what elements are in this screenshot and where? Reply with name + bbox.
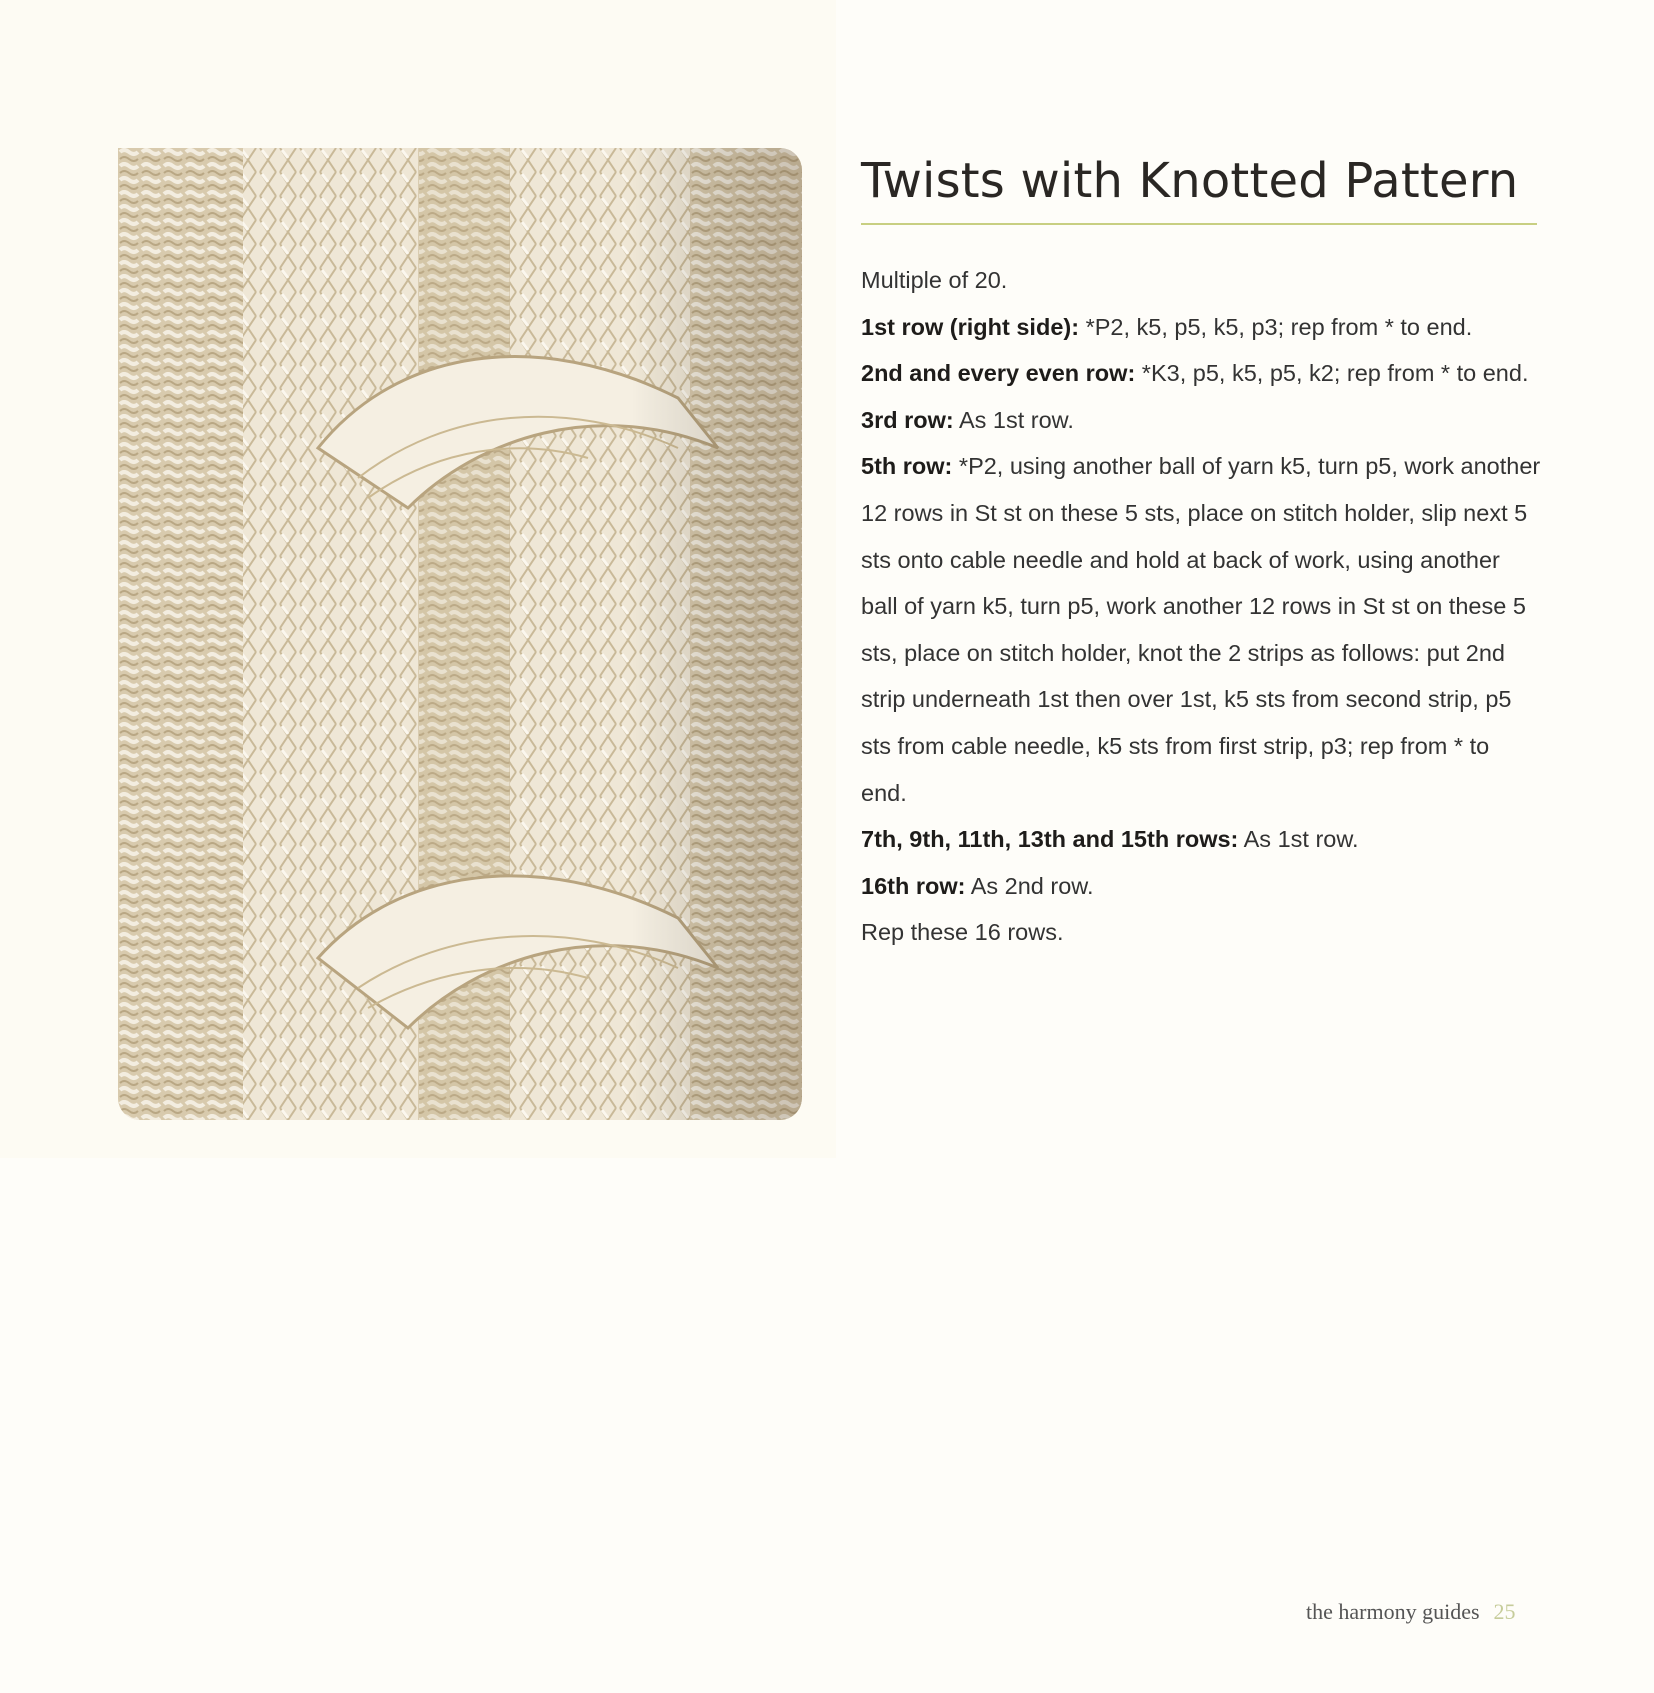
row-label: 7th, 9th, 11th, 13th and 15th rows: [861, 826, 1239, 853]
row-instruction [861, 304, 1541, 351]
row-instruction [861, 443, 1541, 816]
row-instruction [861, 397, 1541, 444]
row-label: 2nd and every even row: [861, 360, 1136, 387]
row-label: 1st row (right side): [861, 313, 1080, 340]
row-text: *P2, k5, p5, k5, p3; rep from * to end. [1079, 313, 1473, 340]
page-number: 25 [1493, 1599, 1516, 1624]
row-instruction [861, 816, 1541, 863]
row-label: 3rd row: [861, 406, 954, 433]
closing-note: Rep these 16 rows. [861, 919, 1064, 946]
footer-book-title: the harmony guides [1306, 1599, 1480, 1624]
knitted-swatch-photo [118, 148, 802, 1120]
row-label: 16th row: [861, 872, 966, 899]
knitted-swatch-illustration [118, 148, 802, 1120]
row-text: *P2, using another ball of yarn k5, turn p5, work another 12 rows in St st on these 5 sts, place on stitch holder, slip next 5 sts onto cable needle and hold at back of work, using another ball of yarn k5, turn p5, work another 12 rows in St st on these 5 sts, place on stitch holder, knot the 2 strips as follows: put 2nd strip underneath 1st then over 1st, k5 sts from second strip, p5 sts from cable needle, k5 sts from first strip, p3; rep from * to end. [861, 453, 1541, 806]
page-title: Twists with Knotted Pattern [861, 153, 1519, 209]
pattern-instructions [861, 145, 1541, 956]
title-underline [861, 223, 1537, 225]
instructions-body [861, 257, 1541, 956]
row-instruction [861, 863, 1541, 910]
row-label: 5th row: [861, 453, 953, 480]
row-text: As 1st row. [1238, 826, 1359, 853]
row-text: As 1st row. [953, 406, 1074, 433]
multiple-note: Multiple of 20. [861, 267, 1008, 293]
page-footer [1306, 1599, 1566, 1625]
row-text: *K3, p5, k5, p5, k2; rep from * to end. [1135, 360, 1529, 387]
row-instruction [861, 350, 1541, 397]
row-text: As 2nd row. [965, 872, 1094, 899]
